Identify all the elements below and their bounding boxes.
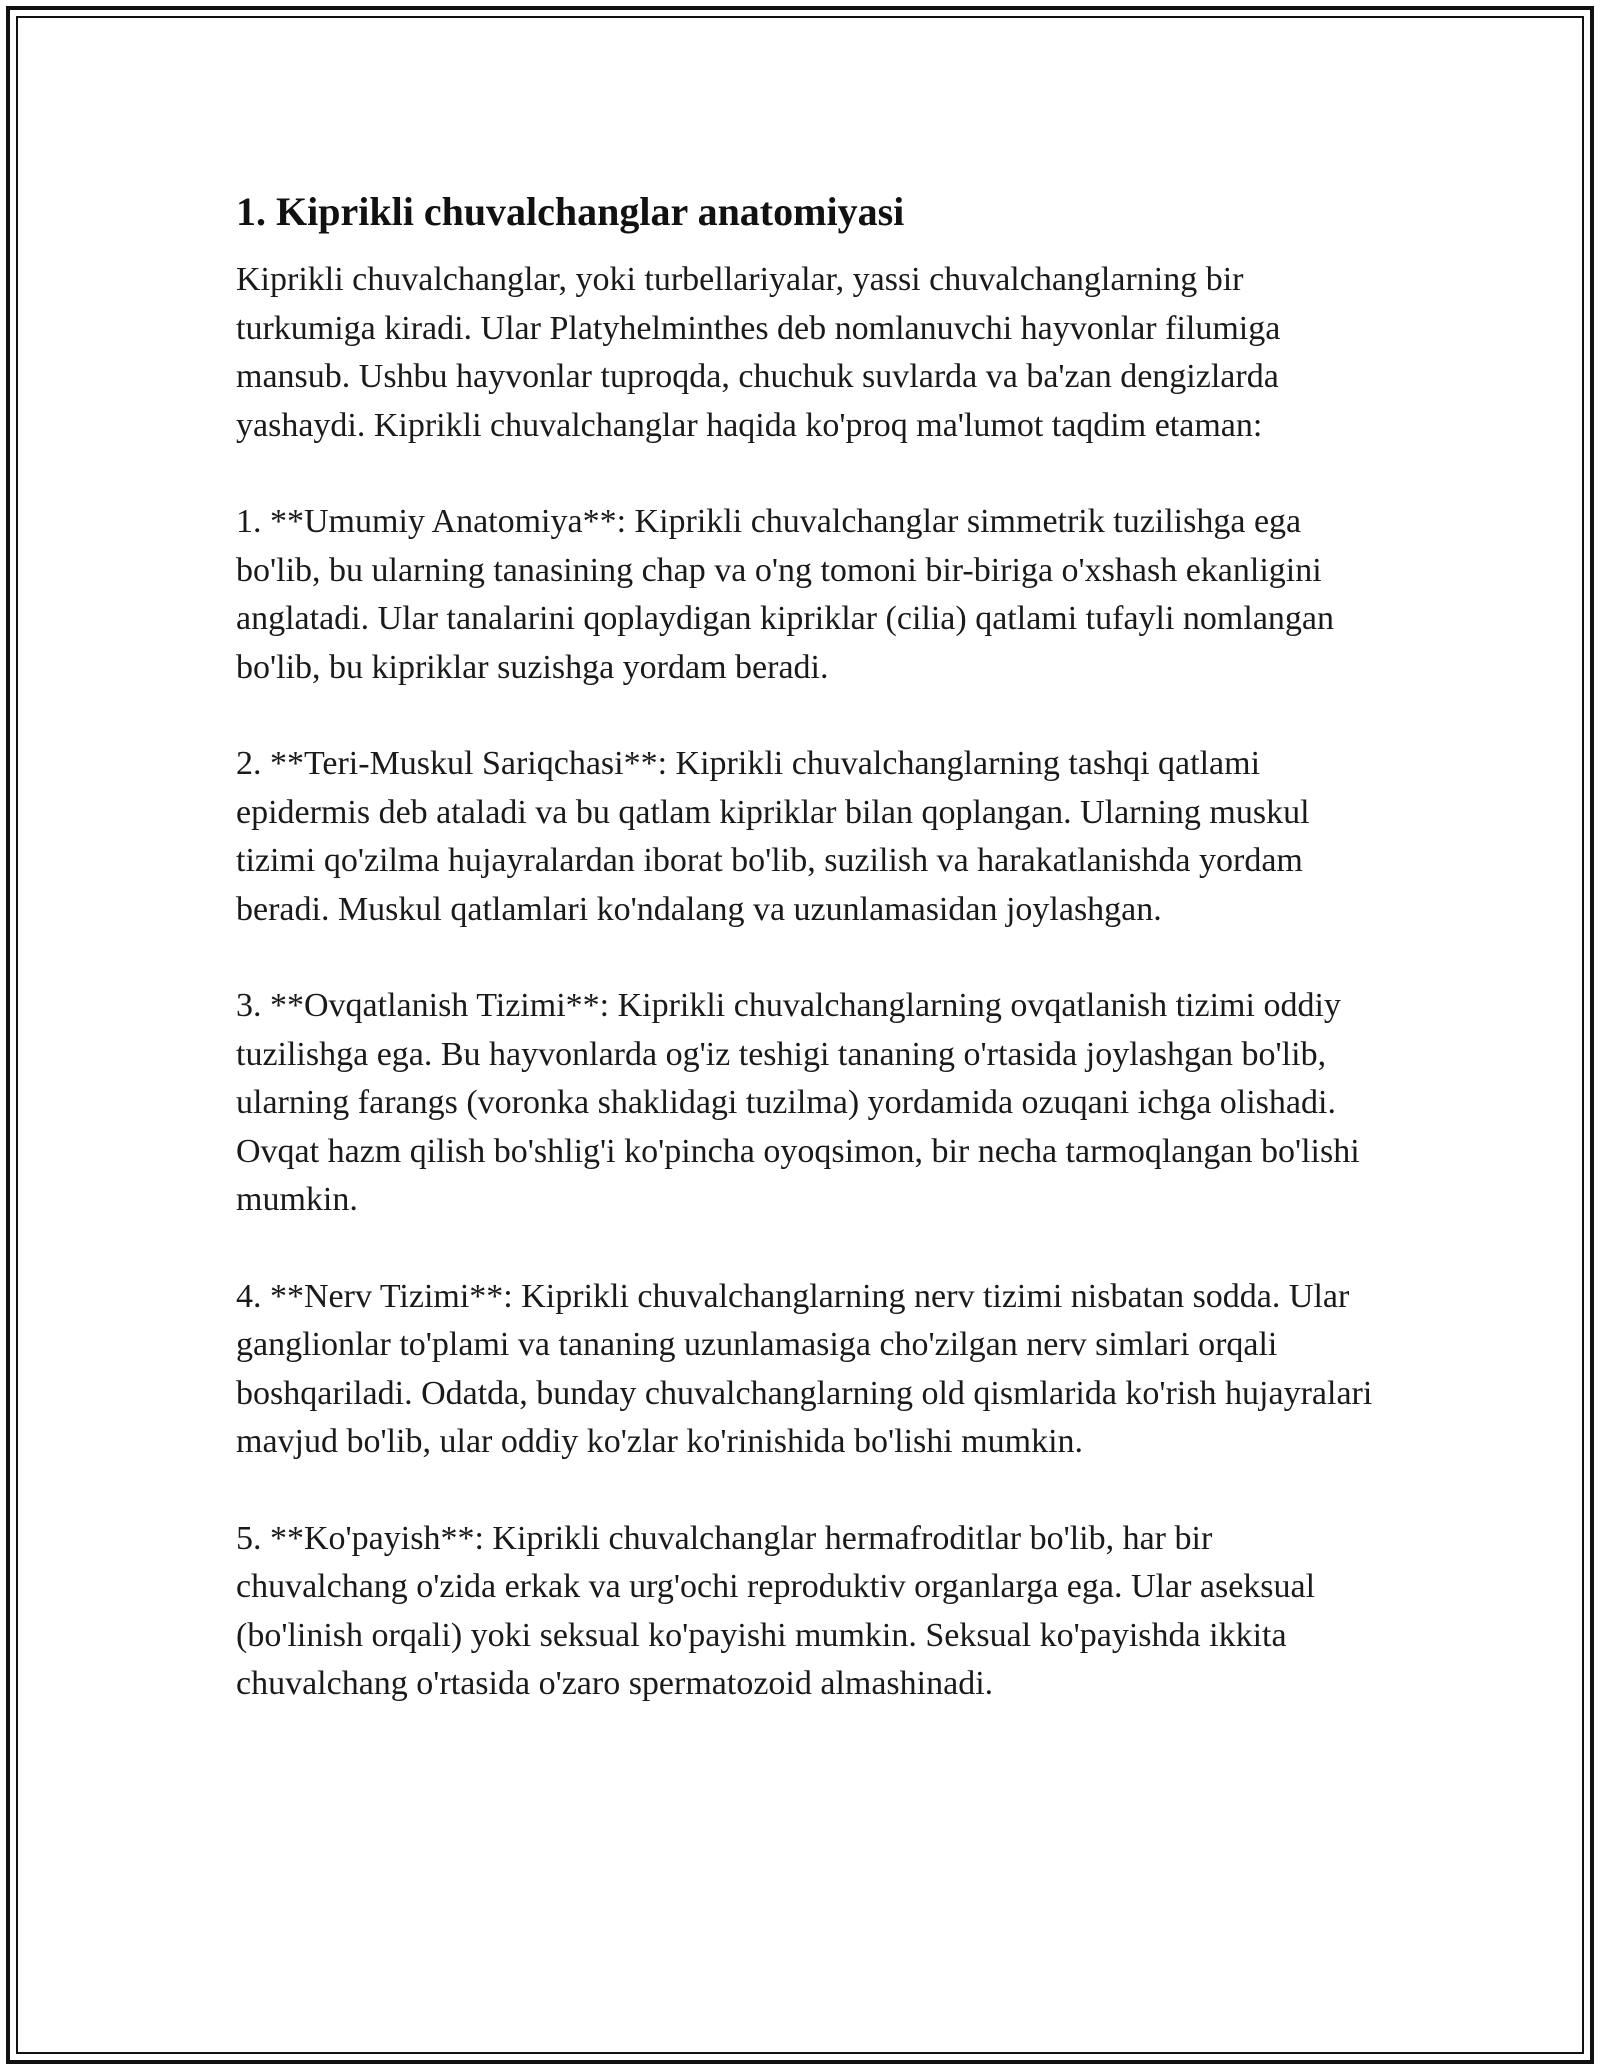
section-heading: 1. Kiprikli chuvalchanglar anatomiyasi <box>236 189 905 234</box>
paragraph-nerv-tizimi: 4. **Nerv Tizimi**: Kiprikli chuvalchanglarning nerv tizimi nisbatan sodda. Ular ganglionlar to'plami va tananing uzunlamasiga cho'zilgan nerv simlari orqali boshqariladi. Odatda, bunday chuvalchanglarning old qismlarida ko'rish hujayralari mavjud bo'lib, ular oddiy ko'zlar ko'rinishida bo'lishi mumkin. <box>236 1277 1373 1460</box>
paragraph-kopayish: 5. **Ko'payish**: Kiprikli chuvalchanglar hermafroditlar bo'lib, har bir chuvalchang o'zida erkak va urg'ochi reproduktiv organlarga ega. Ular aseksual (bo'linish orqali) yoki seksual ko'payishi mumkin. Seksual ko'payishda ikkita chuvalchang o'rtasida o'zaro spermatozoid almashinadi. <box>236 1519 1316 1702</box>
paragraph-umumiy-anatomiya: 1. **Umumiy Anatomiya**: Kiprikli chuvalchanglar simmetrik tuzilishga ega bo'lib, bu ularning tanasining chap va o'ng tomoni bir-biriga o'xshash ekanligini anglatadi. Ular tanalarini qoplaydigan kipriklar (cilia) qatlami tufayli nomlangan bo'lib, bu kipriklar suzishga yordam beradi. <box>236 503 1335 686</box>
document-body <box>236 186 1376 1757</box>
intro-paragraph: Kiprikli chuvalchanglar, yoki turbellariyalar, yassi chuvalchanglarning bir turkumiga kiradi. Ular Platyhelminthes deb nomlanuvchi hayvonlar filumiga mansub. Ushbu hayvonlar tuproqda, chuchuk suvlarda va ba'zan dengizlarda yashaydi. Kiprikli chuvalchanglar haqida ko'proq ma'lumot taqdim etaman: <box>236 261 1281 444</box>
paragraph-ovqatlanish-tizimi: 3. **Ovqatlanish Tizimi**: Kiprikli chuvalchanglarning ovqatlanish tizimi oddiy tuzilishga ega. Bu hayvonlarda og'iz teshigi tananing o'rtasida joylashgan bo'lib, ularning farangs (voronka shaklidagi tuzilma) yordamida ozuqani ichga olishadi. Ovqat hazm qilish bo'shlig'i ko'pincha oyoqsimon, bir necha tarmoqlangan bo'lishi mumkin. <box>236 987 1360 1218</box>
paragraph-teri-muskul: 2. **Teri-Muskul Sariqchasi**: Kiprikli chuvalchanglarning tashqi qatlami epidermis deb ataladi va bu qatlam kipriklar bilan qoplangan. Ularning muskul tizimi qo'zilma hujayralardan iborat bo'lib, suzilish va harakatlanishda yordam beradi. Muskul qatlamlari ko'ndalang va uzunlamasidan joylashgan. <box>236 745 1310 928</box>
